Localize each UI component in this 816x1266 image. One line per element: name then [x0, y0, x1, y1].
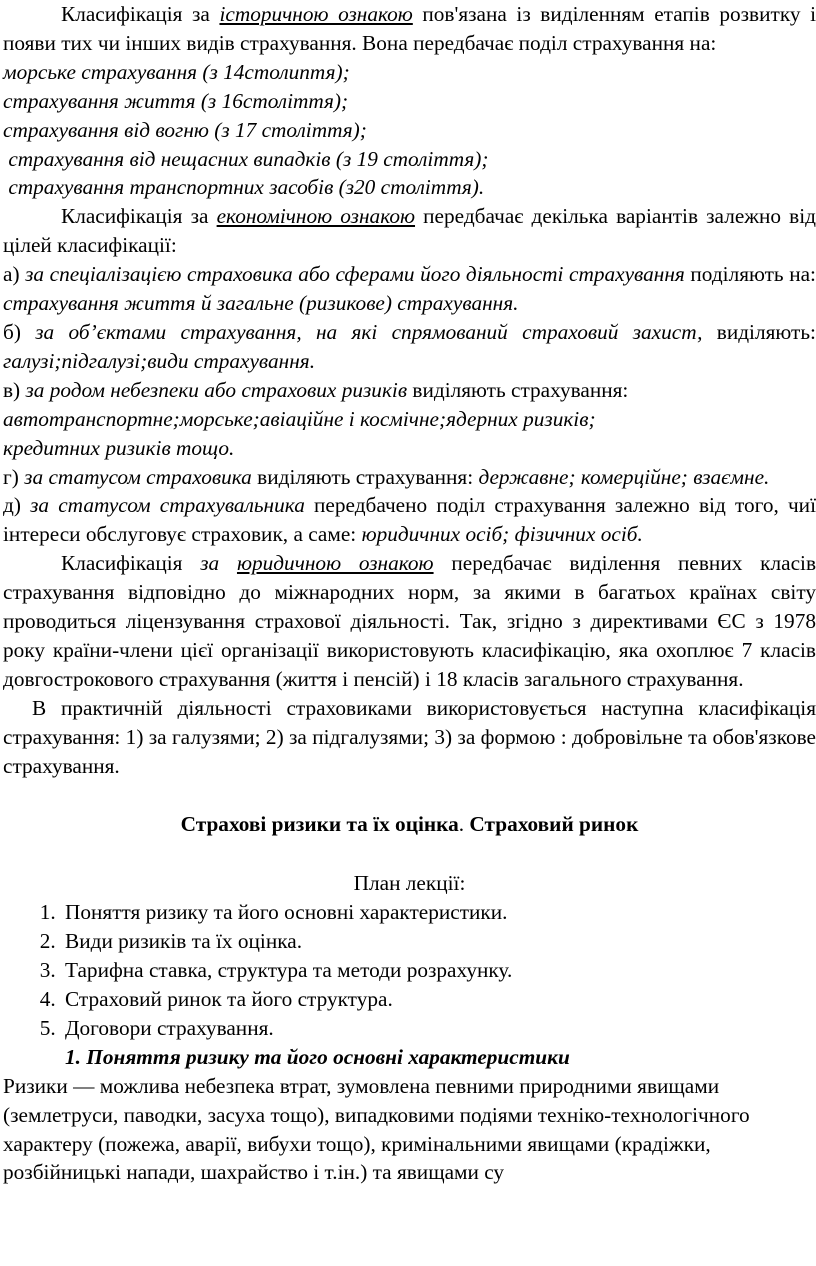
historical-item-1: морське страхування (з 14столиптя); [3, 59, 350, 84]
historical-item-2: страхування життя (з 16століття); [3, 88, 349, 113]
plan-item: 3. Тарифна ставка, структура та методи розрахунку. [61, 956, 816, 985]
item-d-values: юридичних осіб; фізичних осіб. [361, 522, 643, 547]
item-a-values: страхування життя й загальне (ризикове) страхування. [3, 291, 519, 316]
economic-item-c [3, 376, 816, 463]
item-a-criterion: за спеціалізацією страховика або сферами його діяльності страхування [25, 262, 685, 287]
economic-item-a [3, 260, 816, 318]
item-b-values: галузі;підгалузі;види страхування. [3, 348, 316, 373]
historical-item-4: страхування від нещасних випадків (з 19 століття); [3, 146, 489, 171]
item-c-marker: в) [3, 377, 26, 402]
historical-item-5: страхування транспортних засобів (з20 століття). [3, 175, 485, 200]
historical-term: історичною ознакою [219, 2, 413, 26]
plan-list [3, 898, 816, 1043]
item-b-mid: виділяють: [702, 319, 816, 344]
plan-item: 5. Договори страхування. [61, 1014, 816, 1043]
plan-item: 4. Страховий ринок та його структура. [61, 985, 816, 1014]
legal-term: юридичною ознакою [236, 551, 434, 576]
plan-item: 1. Поняття ризику та його основні характеристики. [61, 898, 816, 927]
legal-lead: Класифікація [61, 551, 201, 576]
historical-classification-paragraph [3, 0, 816, 58]
item-b-criterion: за об’єктами страхування, на які спрямований страховий захист, [35, 319, 703, 344]
item-g-mid: виділяють страхування: [251, 464, 479, 489]
economic-item-b [3, 318, 816, 376]
item-d-marker: д) [3, 493, 31, 518]
risks-definition-paragraph: Ризики — можлива небезпека втрат, зумовлена певними природними явищами (землетруси, паводки, засуха тощо), випадковими подіями техніко-технологічного характеру (пожежа, аварії, вибухи тощо), кримінальними явищами (крадіжки, розбійницькі напади, шахрайство і т.ін.) та явищами су [3, 1073, 750, 1185]
section-title [3, 810, 816, 839]
legal-za: за [200, 551, 220, 576]
economic-item-g [3, 463, 816, 492]
economic-lead: Класифікація за [61, 204, 217, 229]
item-g-values: державне; комерційне; взаємне. [478, 464, 770, 489]
subsection-heading: 1. Поняття ризику та його основні характеристики [65, 1044, 570, 1069]
legal-classification-paragraph [3, 549, 816, 694]
item-c-mid: виділяють страхування: [407, 377, 629, 402]
item-d-criterion: за статусом страхувальника [30, 493, 305, 518]
historical-text: пов'язана із виділенням етапів розвитку і появи тих чи інших видів страхування. Вона передбачає поділ страхування на: [3, 2, 816, 55]
practical-classification-paragraph: В практичній діяльності страховиками використовується наступна класифікація страхування: 1) за галузями; 2) за підгалузями; 3) за формою : добровільне та обов'язкове страхування. [3, 695, 816, 778]
historical-item-3: страхування від вогню (з 17 століття); [3, 117, 367, 142]
section-title-dot: . [458, 812, 465, 837]
item-d-mid: передбачено поділ страхування залежно від того, чиї інтереси обслуговує страховик, а саме: [3, 493, 816, 547]
item-g-marker: г) [3, 464, 25, 489]
plan-item: 2. Види ризиків та їх оцінка. [61, 927, 816, 956]
item-b-marker: б) [3, 319, 36, 344]
item-a-mid: поділяють на: [684, 262, 816, 287]
item-c-criterion: за родом небезпеки або страхових ризиків [25, 377, 408, 402]
item-a-marker: а) [3, 262, 26, 287]
item-c-values-1: автотранспортне;морське;авіаційне і космічне;ядерних ризиків; [3, 406, 596, 431]
legal-text: передбачає виділення певних класів страхування відповідно до міжнародних норм, за якими в багатьох країнах світу проводиться ліцензування страхової діяльності. Так, згідно з директивами ЄС з 1978 року країни-члени цієї організації використовують класифікацію, яка охоплює 7 класів довгострокового страхування (життя і пенсій) і 18 класів загального страхування. [3, 551, 816, 691]
section-title-part1: Страхові ризики та їх оцінка [180, 812, 459, 837]
historical-lead: Класифікація за [61, 2, 220, 26]
economic-text: передбачає декілька варіантів залежно від цілей класифікації: [3, 204, 816, 258]
item-c-values-2: кредитних ризиків тощо. [3, 435, 235, 460]
plan-title: План лекції: [353, 871, 466, 896]
section-title-part2: Страховий ринок [464, 812, 639, 837]
item-g-criterion: за статусом страховика [24, 464, 252, 489]
economic-classification-paragraph [3, 202, 816, 260]
economic-item-d [3, 491, 816, 549]
economic-term: економічною ознакою [216, 204, 416, 229]
